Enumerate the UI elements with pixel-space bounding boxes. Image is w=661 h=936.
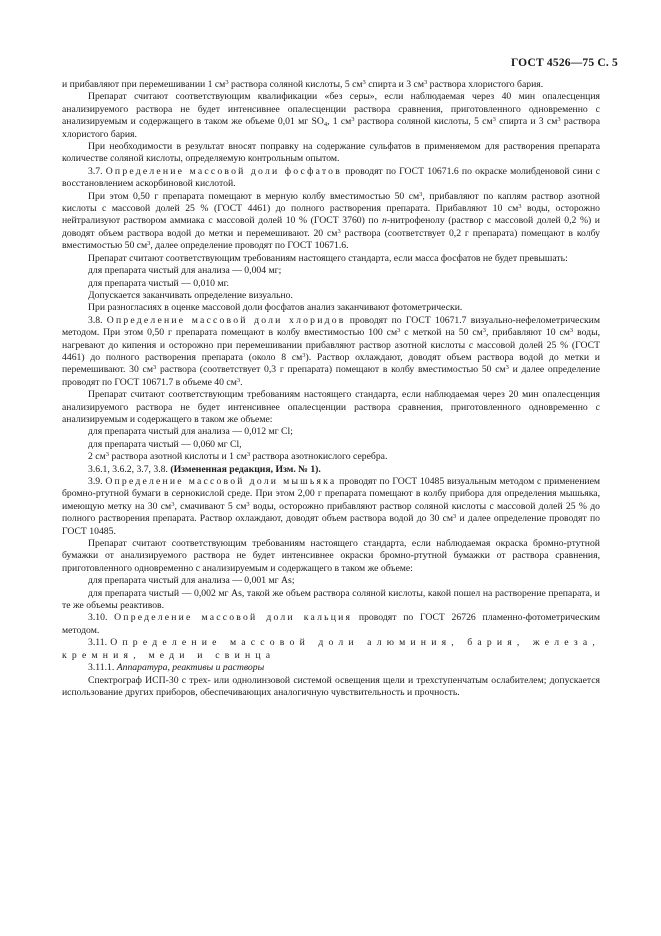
list-item-chloride-reagents: 2 $см^3$ раствора азотной кислоты и 1 $см^3$ раствора азотнокислого серебра.: [88, 451, 388, 463]
section-3-9: 3.9. Определение массовой доли мышьяка проводят по ГОСТ 10485 визуальным методом с применением бромно-ртутной бумаги в сернокислой среде. При этом 2,00 г препарата помещают в колбу прибора для определения мышьяка, имеющую метку на 30 $см^3$, смачивают 5 $см^3$ воды, осторожно прибавляют раствор соляной кислоты с массовой долей 25 % до полного растворения препарата. Раствор охлаждают, доводят объем раствора водой до 30 $см^3$ и далее определение проводят по ГОСТ 10485.: [62, 476, 601, 537]
section-3-11: 3.11. Определение массовой доли алюминия, бария, железа, кремния, меди и свинца: [62, 637, 600, 661]
section-3-9-title: Определение массовой доли мышьяка: [105, 476, 337, 487]
list-item-phosphate-pure: для препарата чистый — 0,010 мг.: [88, 277, 229, 289]
paragraph-sulfate-continuation: и прибавляют при перемешивании 1 $см^3$ раствора соляной кислоты, 5 $см^3$ спирта и 3 $см^3$ раствора хлористого бария.: [62, 79, 544, 90]
paragraph-phosphate-criterion: Препарат считают соответствующим требованиям настоящего стандарта, если масса фосфатов не будет превышать:: [88, 252, 568, 264]
paragraph-sulfate-criterion: Препарат считают соответствующим квалификации «без серы», если наблюдаемая через 40 мин опалесценция анализируемого раствора не будет интенсивнее опалесценции раствора сравнения, приготовленного одновременно с анализируемым и содержащего в таком же объеме 0,01 мг $SO_4$, 1 $см^3$ раствора соляной кислоты, 5 $см^3$ спирта и 3 $см^3$ раствора хлористого бария.: [62, 91, 600, 140]
paragraph-arsenic-criterion: Препарат считают соответствующим требованиям настоящего стандарта, если наблюдаемая окраска бромно-ртутной бумажки от анализируемого раствора не будет интенсивнее окраски бромно-ртутной бумажки от раствора сравнения, приготовленного одновременно с анализируемым и содержащего в таком же объеме:: [62, 538, 600, 574]
section-3-11-1-title: Аппаратура, реактивы и растворы: [116, 662, 265, 674]
list-item-phosphate-analytical: для препарата чистый для анализа — 0,004 мг;: [88, 265, 282, 277]
paragraph-spectrograph: Спектрограф ИСП-30 с трех- или однолинзовой системой освещения щели и трехступенчатым ослабителем; допускается использование других приборов, обеспечивающих аналогичную чувствительность и прочность.: [62, 674, 600, 698]
list-item-arsenic-pure: для препарата чистый — 0,002 мг As, такой же объем раствора соляной кислоты, какой пошел на растворение препарата, и те же объемы реактивов.: [62, 587, 600, 612]
list-item-arsenic-analytical: для препарата чистый для анализа — 0,001 мг As;: [88, 575, 295, 587]
section-3-7: 3.7. Определение массовой доли фосфатов проводят по ГОСТ 10671.6 по окраске молибденовой сини с восстановлением аскорбиновой кислотой.: [62, 165, 600, 190]
section-3-11-1: 3.11.1. Аппаратура, реактивы и растворы: [88, 662, 265, 674]
amendment-note: 3.6.1, 3.6.2, 3.7, 3.8. (Измененная редакция, Изм. № 1).: [88, 463, 321, 475]
paragraph-sulfate-correction: При необходимости в результат вносят поправку на содержание сульфатов в применяемом для растворения препарата количестве соляной кислоты, определяемую контрольным опытом.: [62, 141, 600, 165]
list-item-chloride-analytical: для препарата чистый для анализа — 0,012 мг Cl;: [88, 426, 293, 438]
section-3-8: 3.8. Определение массовой доли хлоридов проводят по ГОСТ 10671.7 визуально-нефелометрическим методом. При этом 0,50 г препарата помещают в колбу вместимостью 100 $см^3$ с меткой на 50 $см^3$, прибавляют 10 $см^3$ воды, нагревают до кипения и осторожно при перемешивании прибавляют раствор азотной кислоты с массовой долей 25 % (ГОСТ 4461) до полного растворения препарата (около 8 $см^3$). Раствор охлаждают, доводят объем раствора водой до метки и перемешивают. 30 $см^3$ раствора (соответствует 0,3 г препарата) помещают в колбу вместимостью 50 $см^3$ и далее определение проводят по ГОСТ 10671.7 в объеме 40 $см^3$.: [62, 314, 600, 388]
list-item-chloride-pure: для препарата чистый — 0,060 мг Cl,: [88, 438, 242, 450]
section-3-10: 3.10. Определение массовой доли кальция проводят по ГОСТ 26726 пламенно-фотометрическим методом.: [62, 612, 600, 636]
amendment-note-bold: (Измененная редакция, Изм. № 1).: [170, 463, 321, 475]
section-3-8-title: Определение массовой доли хлоридов: [106, 314, 346, 326]
document-body: [62, 79, 600, 699]
paragraph-chloride-criterion: Препарат считают соответствующим требованиям настоящего стандарта, если наблюдаемая через 20 мин опалесценция анализируемого раствора не будет интенсивнее опалесценции раствора сравнения, приготовленного одновременно с анализируемым и содержащего в таком же объеме:: [62, 389, 600, 425]
paragraph-photometric-dispute: При разногласиях в оценке массовой доли фосфатов анализ заканчивают фотометрически.: [88, 302, 463, 314]
running-head: ГОСТ 4526—75 С. 5: [510, 57, 618, 69]
section-3-7-title: Определение массовой доли фосфатов: [105, 165, 342, 177]
section-3-11-title: Определение массовой доли алюминия, бария, железа, кремния, меди и свинца: [62, 637, 600, 661]
paragraph-phosphate-procedure: При этом 0,50 г препарата помещают в мерную колбу вместимостью 50 $см^3$, прибавляют по каплям раствор азотной кислоты с массовой долей 25 % (ГОСТ 4461) до полного растворения препарата. Прибавляют 10 $см^3$ воды, осторожно нейтрализуют раствором аммиака с массовой долей 10 % (ГОСТ 3760) по п-нитрофенолу (раствор с массовой долей 0,2 %) и доводят объем раствора водой до метки и перемешивают. 20 $см^3$ раствора (соответствует 0,2 г препарата) помещают в колбу вместимостью 50 $см^3$, далее определение проводят по ГОСТ 10671.6.: [62, 190, 601, 252]
section-3-10-title: Определение массовой доли кальция: [114, 612, 353, 624]
paragraph-visual-allowed: Допускается заканчивать определение визуально.: [88, 289, 293, 301]
